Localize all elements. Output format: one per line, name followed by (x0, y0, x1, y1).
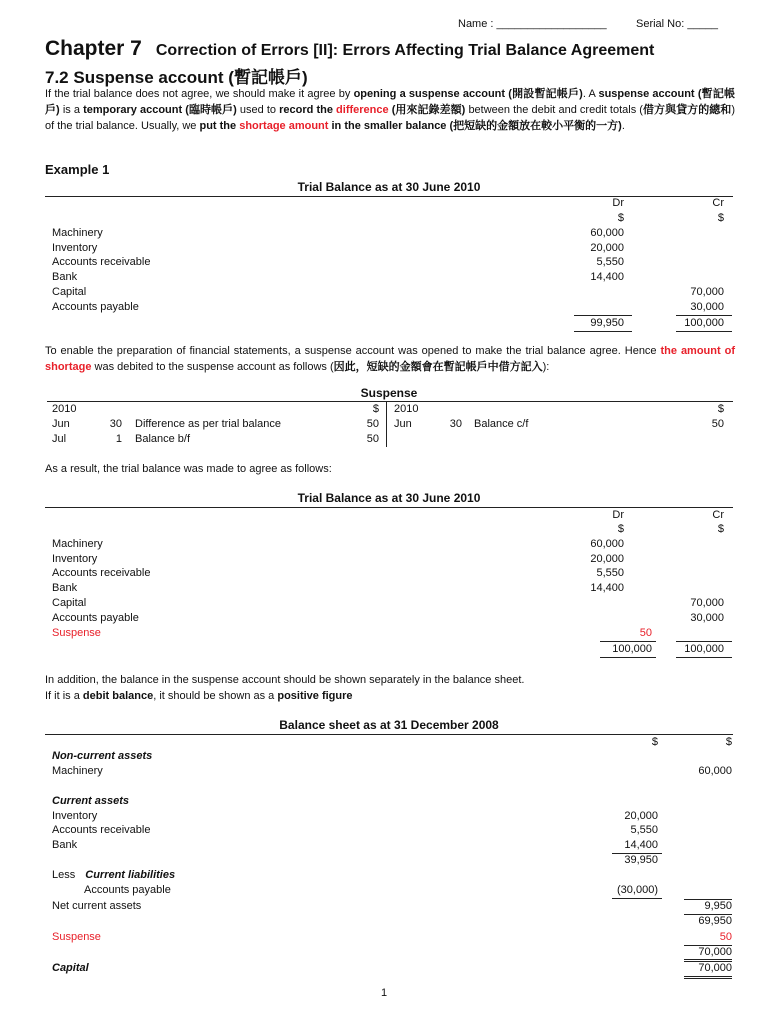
agreement-sentence: As a result, the trial balance was made to agree as follows: (45, 463, 332, 475)
tb2-row-dr (560, 596, 624, 611)
suspense-left-month: Jun (52, 418, 70, 430)
tb1-row-cr (660, 241, 724, 256)
tb2-row-cr: 70,000 (690, 596, 724, 609)
tb1-row-dr (560, 300, 624, 315)
suspense-right-month: 2010 (394, 403, 419, 415)
tb2-row-dr: 20,000 (590, 552, 624, 565)
bs-inventory-label: Inventory (52, 810, 98, 822)
tb2-row-cr (660, 552, 724, 567)
bs-less-label: Less Current liabilities (52, 869, 176, 881)
bs-ap-label: Accounts payable (84, 884, 171, 896)
bs-ca-total: 39,950 (624, 854, 658, 866)
tb1-dr-bottom-line (574, 331, 632, 332)
suspense-right-amount: $ (717, 403, 724, 415)
tb1-dr-heading: Dr (612, 197, 624, 209)
tb2-row-label: Machinery (52, 538, 103, 550)
trial-balance-2-title: Trial Balance as at 30 June 2010 (297, 491, 481, 505)
suspense-account-divider (386, 402, 387, 447)
tb1-row-dr: 60,000 (590, 227, 624, 239)
suspense-left-amount: 50 (366, 418, 379, 430)
tb1-cr-bottom-line (676, 331, 732, 332)
tb2-total-dr: 100,000 (612, 643, 652, 655)
tb1-row-dr (560, 285, 624, 300)
tb2-row-label: Accounts payable (52, 611, 139, 624)
tb2-total-cr: 100,000 (684, 643, 724, 655)
tb1-row-label: Machinery (52, 227, 103, 239)
serial-no-label: Serial No: _____ (636, 18, 718, 30)
tb2-row-cr (660, 537, 724, 552)
bs-ar-label: Accounts receivable (52, 824, 151, 836)
bs-ar-value: 5,550 (630, 824, 658, 836)
bs-net-current-value: 9,950 (704, 900, 732, 912)
tb1-row-label: Accounts receivable (52, 256, 151, 269)
suspense-left-text: Difference as per trial balance (135, 418, 281, 430)
bs-net-current-label: Net current assets (52, 900, 142, 912)
tb1-row-cr (660, 226, 724, 241)
tb2-suspense-dr: 50 (639, 627, 652, 639)
tb1-row-dr: 20,000 (590, 241, 624, 254)
tb2-suspense-label: Suspense (52, 627, 101, 639)
bs-currency-col1: $ (651, 736, 658, 748)
tb2-row-label: Inventory (52, 552, 98, 565)
name-field-label: Name : __________________ (458, 18, 607, 30)
suspense-left-month: 2010 (52, 403, 77, 415)
tb1-total-dr: 99,950 (590, 317, 624, 329)
tb1-row-dr: 14,400 (590, 271, 624, 284)
tb1-cr-heading: Cr (712, 197, 724, 209)
tb1-row-cr: 30,000 (690, 300, 724, 313)
section-heading: 7.2 Suspense account (暫記帳戶) (45, 68, 308, 87)
tb1-row-cr: 70,000 (690, 285, 724, 298)
tb1-row-label: Accounts payable (52, 300, 139, 313)
suspense-left-day (106, 402, 122, 417)
tb2-row-cr (660, 581, 724, 596)
example-label: Example 1 (45, 162, 110, 177)
bs-capital-double-line (684, 976, 732, 979)
tb2-row-dr: 5,550 (596, 567, 624, 580)
tb2-row-cr (660, 566, 724, 581)
intro-paragraph: If the trial balance does not agree, we should make it agree by opening a suspense account (開設暫記帳戶). A suspense account (暫記帳戶) is a temporary account (臨時帳戶) used to record the difference (用來記錄差額) between the debit and credit totals (借方與貸方的總和) of the trial balance. Usually, we put the shortage amount in the smaller balance (把短缺的金額放在較小平衡的一方). (45, 88, 736, 132)
tb1-dr-currency: $ (617, 212, 624, 224)
tb2-cr-currency: $ (717, 523, 724, 535)
balance-sheet-title: Balance sheet as at 31 December 2008 (279, 718, 499, 732)
bs-cl-line (612, 898, 662, 899)
bs-bank-value: 14,400 (624, 839, 658, 851)
suspense-account-rule (47, 401, 733, 402)
bs-suspense-value: 50 (719, 931, 732, 943)
suspense-right-day (446, 402, 462, 417)
tb2-dr-currency: $ (617, 523, 624, 535)
suspense-left-amount: $ (372, 403, 379, 415)
tb1-cr-currency: $ (717, 212, 724, 224)
suspense-right-day: 30 (449, 418, 462, 430)
tb2-cr-bottom-line (676, 657, 732, 658)
suspense-right-amount: 50 (711, 418, 724, 430)
suspense-right-text: Balance c/f (474, 418, 529, 430)
tb2-row-label: Bank (52, 582, 78, 595)
tb2-row-cr: 30,000 (690, 611, 724, 624)
tb2-row-label: Capital (52, 596, 87, 609)
suspense-left-day: 1 (115, 433, 122, 445)
tb1-row-cr (660, 255, 724, 270)
bs-total-value: 70,000 (698, 946, 732, 958)
bs-capital-value: 70,000 (698, 962, 732, 974)
suspense-right-month: Jun (394, 418, 412, 430)
trial-balance-1-title: Trial Balance as at 30 June 2010 (297, 180, 481, 194)
suspense-left-text: Balance b/f (135, 433, 191, 445)
page-number: 1 (380, 987, 388, 999)
bs-bank-label: Bank (52, 839, 78, 851)
tb2-dr-bottom-line (600, 657, 656, 658)
chapter-heading (45, 37, 654, 61)
tb2-row-label: Accounts receivable (52, 567, 151, 580)
trial-balance-1-rule (45, 196, 733, 197)
bs-currency-col2: $ (725, 736, 732, 748)
tb1-row-label: Bank (52, 271, 78, 284)
chapter-title: Correction of Errors [II]: Errors Affecting Trial Balance Agreement (155, 42, 655, 59)
tb2-row-dr (560, 611, 624, 626)
tb1-row-cr (660, 270, 724, 285)
tb2-cr-heading: Cr (712, 509, 724, 521)
bs-inventory-value: 20,000 (624, 810, 658, 822)
bs-machinery-value: 60,000 (698, 765, 732, 777)
tb2-row-dr: 14,400 (590, 582, 624, 595)
bs-machinery-label: Machinery (52, 765, 103, 777)
suspense-left-day: 30 (109, 418, 122, 430)
bs-current-assets-heading: Current assets (52, 795, 130, 807)
bs-suspense-label: Suspense (52, 931, 101, 943)
bs-capital-label: Capital (52, 962, 89, 974)
tb1-total-cr: 100,000 (684, 317, 724, 329)
chapter-number: Chapter 7 (45, 37, 142, 60)
bs-subtotal-value: 69,950 (698, 915, 732, 927)
suspense-left-month: Jul (52, 433, 67, 445)
tb2-dr-heading: Dr (612, 509, 624, 521)
tb1-row-label: Capital (52, 285, 87, 298)
tb2-row-dr: 60,000 (590, 538, 624, 550)
bs-ap-value: (30,000) (617, 884, 658, 896)
suspense-left-amount: 50 (366, 433, 379, 445)
tb1-row-label: Inventory (52, 241, 98, 254)
balance-sheet-explanation: In addition, the balance in the suspense account should be shown separately in the balance sheet. If it is a debit balance, it should be shown as a positive figure (45, 674, 525, 702)
trial-balance-2-rule (45, 507, 733, 508)
suspense-account-title: Suspense (360, 386, 418, 400)
bs-non-current-heading: Non-current assets (52, 750, 153, 762)
tb1-row-dr: 5,550 (596, 256, 624, 269)
suspense-explanation: To enable the preparation of financial statements, a suspense account was opened to make the trial balance agree. Hence the amount of shortage was debited to the suspense account as follows (因此，短缺的金額會在暫記帳戶中借方記入): (45, 345, 735, 373)
